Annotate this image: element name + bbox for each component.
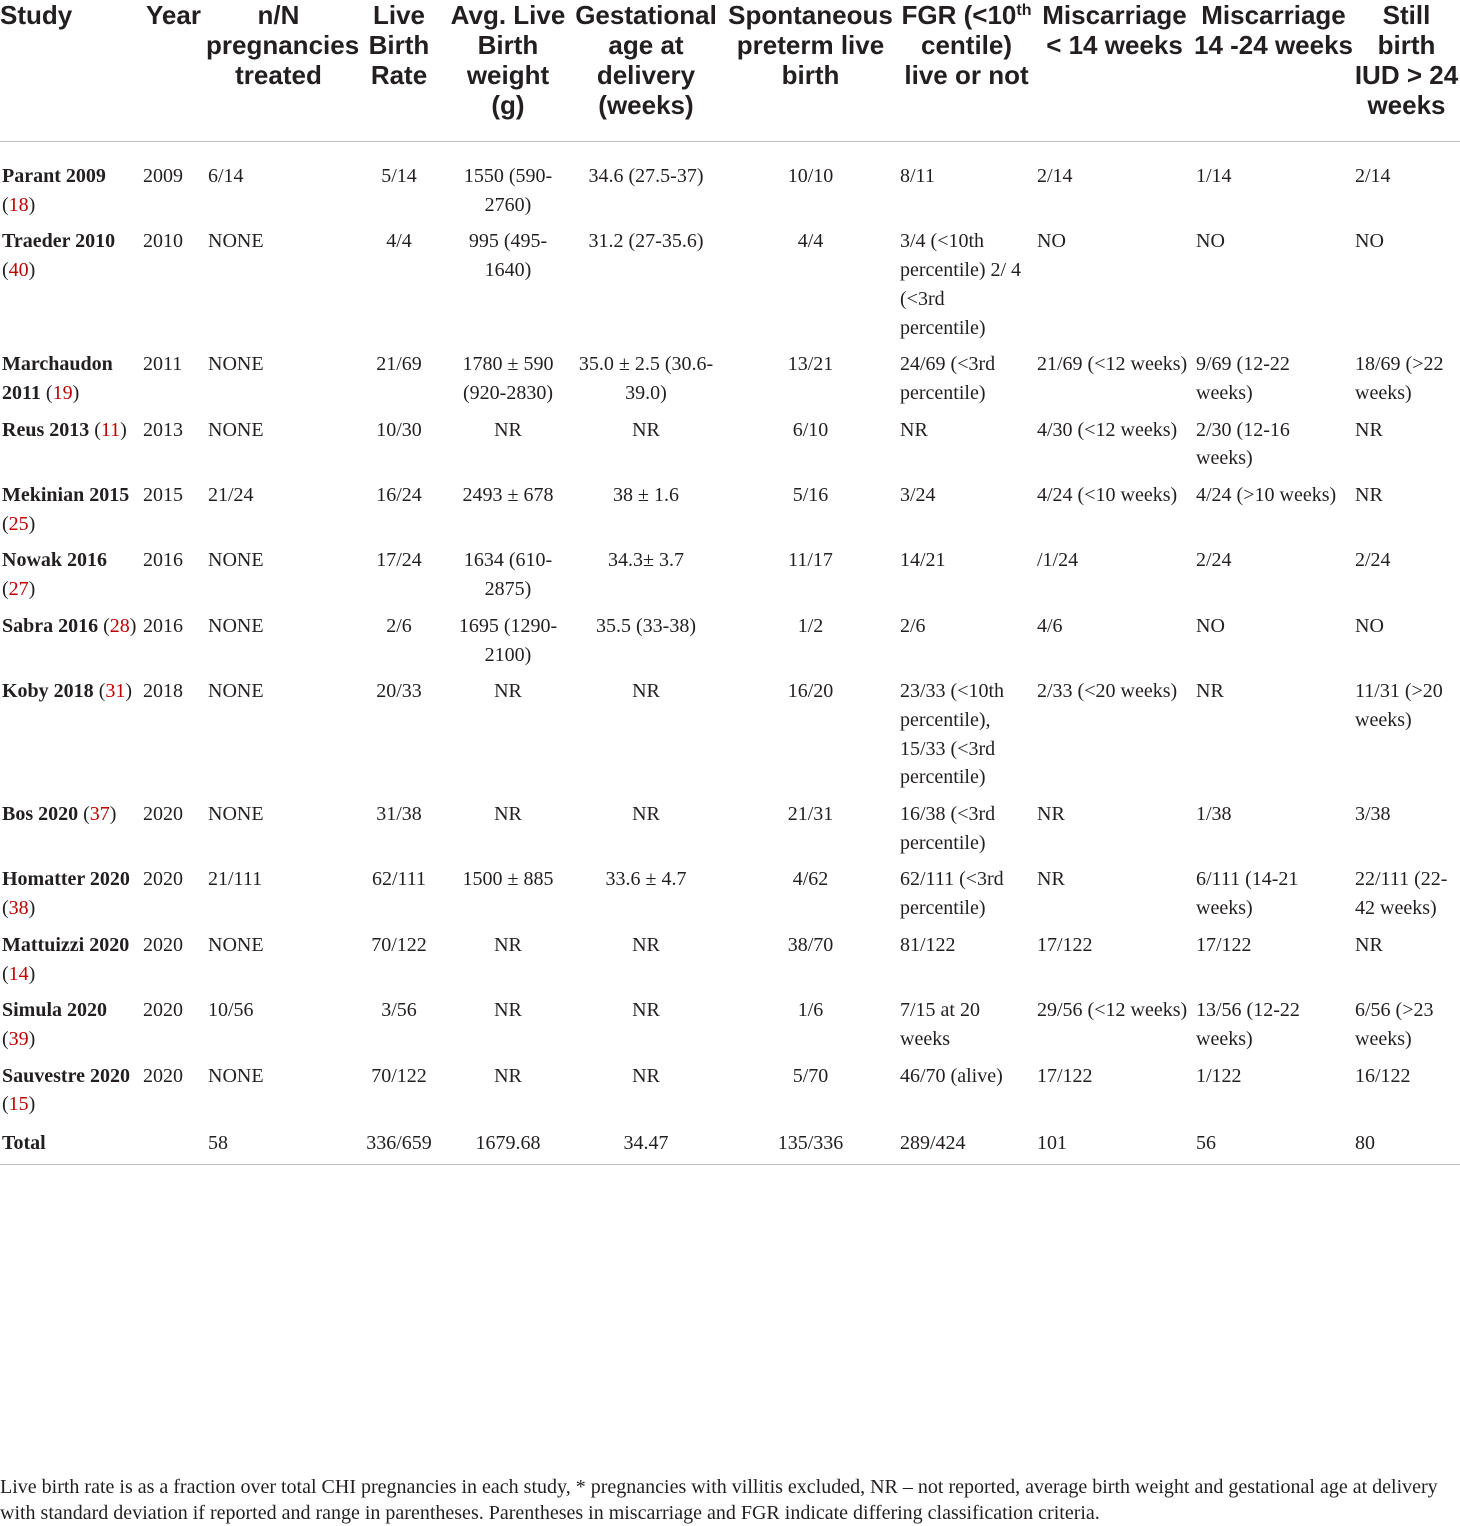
stillbirth-cell: 16/122 [1355,1064,1411,1087]
miscarriage-14-cell: /1/24 [1037,549,1079,572]
total-live-birth-rate: 336/659 [351,1127,447,1164]
reference-number[interactable]: 38 [8,897,29,920]
fgr-cell: 16/38 (<3rd percentile) [900,803,996,854]
total-miscarriage-24: 56 [1194,1127,1353,1164]
study-name: Parant 2009 [2,165,106,187]
fgr-cell: 3/24 [900,484,936,507]
preterm-cell: 1/2 [797,614,824,637]
study-name: Marchaudon 2011 [2,353,113,404]
study-name: Homatter 2020 [2,868,130,891]
header-fgr-sup: th [1016,2,1032,19]
treated-cell: NONE [208,614,264,637]
gestational-age-cell: 31.2 (27-35.6) [588,230,704,253]
header-fgr [898,0,1035,142]
study-cell [0,481,141,546]
birth-weight-cell: 2493 ± 678 [462,484,554,507]
header-birth-weight: Avg. Live Birth weight (g) [447,0,569,142]
miscarriage-24-cell: 2/24 [1196,549,1232,572]
preterm-cell: 1/6 [797,999,824,1022]
miscarriage-14-cell: 4/30 (<12 weeks) [1037,418,1178,441]
stillbirth-cell: NR [1355,418,1383,441]
study-name: Sabra 2016 [2,614,99,637]
miscarriage-14-cell: 4/24 (<10 weeks) [1037,484,1178,507]
study-name: Traeder 2010 [2,230,116,253]
total-fgr: 289/424 [898,1127,1035,1164]
reference-number[interactable]: 19 [52,381,73,404]
birth-weight-cell: NR [494,999,522,1022]
table-row [0,142,1460,228]
table-footnote: Live birth rate is as a fraction over total CHI pregnancies in each study, * pregnancies with villitis excluded, NR – not reported, average birth weight and gestational age at delivery with standard deviation if reported and range in parentheses. Parentheses in miscarriage and FGR indicate differing classification criteria. [0,1476,1438,1524]
header-miscarriage-24: Miscarriage 14 -24 weeks [1194,0,1353,142]
study-name: Simula 2020 [2,999,108,1022]
miscarriage-24-cell: 17/122 [1196,933,1252,956]
birth-weight-cell: 1780 ± 590 (920-2830) [462,353,554,404]
fgr-cell: 62/111 (<3rd percentile) [900,868,1004,920]
year-cell: 2020 [143,999,183,1022]
reference-number[interactable]: 14 [8,962,29,985]
reference-citation: (39) [2,1027,36,1050]
miscarriage-14-cell: 21/69 (<12 weeks) [1037,353,1188,376]
stillbirth-cell: 2/14 [1355,165,1391,187]
total-birth-weight: 1679.68 [447,1127,569,1164]
study-name: Bos 2020 [2,803,79,826]
study-cell [0,416,141,481]
gestational-age-cell: NR [632,803,660,826]
stillbirth-cell: 18/69 (>22 weeks) [1355,353,1444,404]
gestational-age-cell: NR [632,1064,660,1087]
reference-number[interactable]: 27 [8,578,29,601]
stillbirth-cell: 22/111 (22-42 weeks) [1355,868,1448,920]
header-preterm: Spontaneous preterm live birth [723,0,898,142]
miscarriage-24-cell: 2/30 (12-16 weeks) [1196,418,1290,470]
birth-weight-cell: NR [494,803,522,826]
total-stillbirth: 80 [1353,1127,1460,1164]
reference-number[interactable]: 40 [8,259,29,282]
gestational-age-cell: 35.5 (33-38) [596,614,696,637]
study-name: Mattuizzi 2020 [2,933,130,956]
header-stillbirth: Still birth IUD > 24 weeks [1353,0,1460,142]
reference-number[interactable]: 39 [8,1027,29,1050]
study-cell [0,350,141,415]
study-cell [0,612,141,677]
miscarriage-24-cell: 1/14 [1196,165,1232,187]
table-row [0,612,1460,677]
miscarriage-14-cell: NR [1037,803,1065,826]
miscarriage-24-cell: NO [1196,230,1225,253]
birth-weight-cell: 1550 (590-2760) [463,165,553,216]
fgr-cell: 23/33 (<10th percentile), 15/33 (<3rd percentile) [900,680,1005,789]
live-birth-rate-cell: 2/6 [386,614,412,637]
table-body [0,142,1460,1165]
treated-cell: NONE [208,1064,264,1087]
reference-citation: (40) [2,259,36,282]
live-birth-rate-cell: 70/122 [371,933,427,956]
year-cell: 2013 [143,418,183,441]
miscarriage-14-cell: 17/122 [1037,933,1093,956]
preterm-cell: 13/21 [787,353,834,376]
study-cell [0,865,141,930]
live-birth-rate-cell: 17/24 [376,549,422,572]
fgr-cell: NR [900,418,928,441]
preterm-cell: 38/70 [787,933,834,956]
year-cell: 2009 [143,165,183,187]
miscarriage-14-cell: 4/6 [1037,614,1063,637]
year-cell: 2016 [143,614,183,637]
birth-weight-cell: NR [494,418,522,441]
reference-citation: (27) [2,578,36,601]
reference-number[interactable]: 18 [8,193,29,216]
live-birth-rate-cell: 3/56 [381,999,417,1022]
study-cell [0,931,141,996]
stillbirth-cell: 3/38 [1355,803,1391,826]
miscarriage-14-cell: NO [1037,230,1066,253]
live-birth-rate-cell: 4/4 [386,230,412,253]
study-name: Sauvestre 2020 [2,1064,130,1087]
header-treated: n/N pregnancies treated [206,0,351,142]
table-row [0,1062,1460,1127]
preterm-cell: 10/10 [787,165,834,187]
study-cell [0,546,141,611]
year-cell: 2020 [143,933,183,956]
stillbirth-cell: NO [1355,230,1384,253]
fgr-cell: 8/11 [900,165,935,187]
year-cell: 2020 [143,1064,183,1087]
reference-citation: (19) [40,381,80,404]
preterm-cell: 4/62 [792,868,829,891]
year-cell: 2016 [143,549,183,572]
year-cell: 2015 [143,484,183,507]
reference-number[interactable]: 15 [8,1093,29,1116]
preterm-cell: 21/31 [787,803,834,826]
year-cell: 2020 [143,803,183,826]
treated-cell: NONE [208,418,264,441]
gestational-age-cell: NR [632,680,660,703]
header-gestational-age: Gestational age at delivery (weeks) [569,0,723,142]
year-cell: 2011 [143,353,183,376]
gestational-age-cell: NR [632,933,660,956]
study-name: Koby 2018 [2,680,94,703]
study-cell [0,677,141,800]
reference-number[interactable]: 25 [8,512,29,535]
miscarriage-24-cell: NR [1196,680,1224,703]
reference-citation: (11) [89,418,127,441]
treated-cell: NONE [208,933,264,956]
table-row [0,416,1460,481]
miscarriage-24-cell: 1/122 [1196,1064,1242,1087]
table-row [0,865,1460,930]
live-birth-rate-cell: 20/33 [376,680,422,703]
live-birth-rate-cell: 21/69 [376,353,422,376]
treated-cell: NONE [208,230,264,253]
study-cell [0,142,141,228]
table-row [0,227,1460,350]
miscarriage-14-cell: 29/56 (<12 weeks) [1037,999,1188,1022]
gestational-age-cell: NR [632,418,660,441]
reference-citation: (28) [98,614,137,637]
study-name: Reus 2013 [2,418,90,441]
header-fgr-post: centile) live or not [904,30,1029,90]
fgr-cell: 7/15 at 20 weeks [900,999,980,1050]
table-row [0,996,1460,1061]
header-fgr-pre: FGR (<10 [901,0,1017,30]
fgr-cell: 24/69 (<3rd percentile) [900,353,996,404]
study-cell [0,1062,141,1127]
birth-weight-cell: NR [494,680,522,703]
study-name: Mekinian 2015 [2,484,130,507]
preterm-cell: 4/4 [797,230,824,253]
birth-weight-cell: 1634 (610-2875) [463,549,553,601]
reference-citation: (18) [2,193,36,216]
birth-weight-cell: NR [494,933,522,956]
reference-citation: (31) [93,680,133,703]
fgr-cell: 3/4 (<10th percentile) 2/ 4 (<3rd percentile) [900,230,1022,339]
year-cell: 2020 [143,868,183,891]
treated-cell: 21/111 [208,868,263,891]
total-treated: 58 [206,1127,351,1164]
reference-number[interactable]: 31 [105,680,126,703]
stillbirth-cell: NR [1355,484,1383,507]
live-birth-rate-cell: 31/38 [376,803,422,826]
reference-number[interactable]: 37 [89,803,110,826]
miscarriage-14-cell: 2/33 (<20 weeks) [1037,680,1178,703]
study-cell [0,800,141,865]
reference-number[interactable]: 28 [109,614,130,637]
birth-weight-cell: NR [494,1064,522,1087]
treated-cell: 21/24 [208,484,254,507]
live-birth-rate-cell: 70/122 [371,1064,427,1087]
reference-citation: (37) [78,803,117,826]
preterm-cell: 16/20 [787,680,834,703]
reference-citation: (14) [2,962,36,985]
miscarriage-14-cell: NR [1037,868,1065,891]
miscarriage-14-cell: 2/14 [1037,165,1073,187]
treated-cell: 6/14 [208,165,244,187]
fgr-cell: 14/21 [900,549,946,572]
header-miscarriage-14: Miscarriage < 14 weeks [1035,0,1194,142]
reference-citation: (25) [2,512,36,535]
gestational-age-cell: 34.3± 3.7 [608,549,684,572]
study-name: Nowak 2016 [2,549,108,572]
total-preterm: 135/336 [723,1127,898,1164]
header-year: Year [141,0,206,142]
live-birth-rate-cell: 5/14 [381,165,417,187]
miscarriage-24-cell: 9/69 (12-22 weeks) [1196,353,1290,404]
preterm-cell: 5/70 [792,1064,829,1087]
total-year [141,1127,206,1164]
miscarriage-24-cell: 6/111 (14-21 weeks) [1196,868,1299,920]
treated-cell: NONE [208,680,264,703]
live-birth-rate-cell: 10/30 [376,418,422,441]
total-gestational-age: 34.47 [569,1127,723,1164]
treated-cell: 10/56 [208,999,254,1022]
treated-cell: NONE [208,803,264,826]
reference-citation: (15) [2,1093,36,1116]
gestational-age-cell: 38 ± 1.6 [613,484,679,507]
miscarriage-14-cell: 17/122 [1037,1064,1093,1087]
table-row [0,677,1460,800]
fgr-cell: 2/6 [900,614,926,637]
gestational-age-cell: 34.6 (27.5-37) [588,165,704,187]
table-row [0,481,1460,546]
total-row [0,1127,1460,1164]
miscarriage-24-cell: 4/24 (>10 weeks) [1196,484,1337,507]
total-miscarriage-14: 101 [1035,1127,1194,1164]
gestational-age-cell: NR [632,999,660,1022]
live-birth-rate-cell: 16/24 [376,484,422,507]
preterm-cell: 5/16 [792,484,829,507]
gestational-age-cell: 33.6 ± 4.7 [605,868,687,891]
birth-weight-cell: 995 (495-1640) [468,230,548,282]
header-study: Study [0,0,141,142]
reference-citation: (38) [2,897,36,920]
preterm-cell: 11/17 [788,549,833,572]
table-row [0,931,1460,996]
table-row [0,800,1460,865]
fgr-cell: 46/70 (alive) [900,1064,1003,1087]
table-row [0,350,1460,415]
treated-cell: NONE [208,549,264,572]
study-cell [0,996,141,1061]
study-cell [0,227,141,350]
stillbirth-cell: NR [1355,933,1383,956]
total-label: Total [0,1127,141,1164]
miscarriage-24-cell: 1/38 [1196,803,1232,826]
reference-number[interactable]: 11 [100,418,121,441]
preterm-cell: 6/10 [792,418,829,441]
fgr-cell: 81/122 [900,933,956,956]
stillbirth-cell: 6/56 (>23 weeks) [1355,999,1434,1050]
year-cell: 2010 [143,230,183,253]
table-header [0,0,1460,142]
year-cell: 2018 [143,680,183,703]
birth-weight-cell: 1500 ± 885 [462,868,554,891]
gestational-age-cell: 35.0 ± 2.5 (30.6-39.0) [578,353,714,404]
stillbirth-cell: 11/31 (>20 weeks) [1355,680,1443,731]
treated-cell: NONE [208,353,264,376]
header-live-birth-rate: Live Birth Rate [351,0,447,142]
birth-weight-cell: 1695 (1290- 2100) [458,614,558,666]
miscarriage-24-cell: 13/56 (12-22 weeks) [1196,999,1300,1050]
stillbirth-cell: NO [1355,614,1384,637]
miscarriage-24-cell: NO [1196,614,1225,637]
stillbirth-cell: 2/24 [1355,549,1391,572]
live-birth-rate-cell: 62/111 [371,868,427,891]
table-row [0,546,1460,611]
